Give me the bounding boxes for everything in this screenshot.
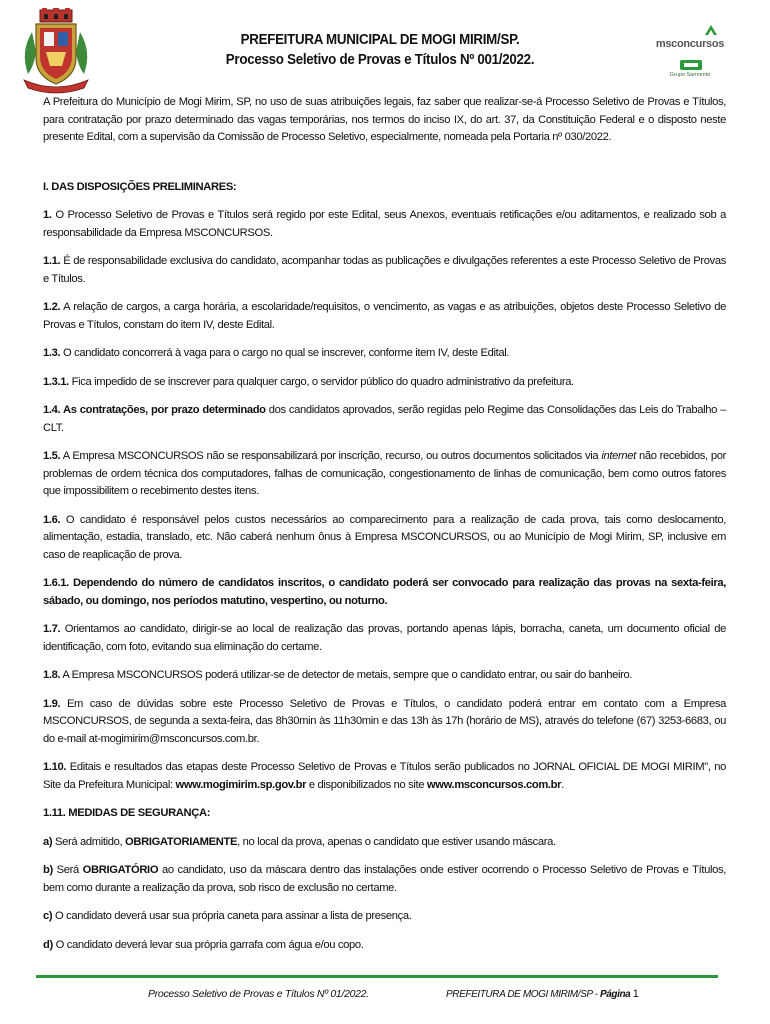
grupo-sarmento-icon <box>680 58 702 72</box>
clause-number: 1.4. <box>43 404 61 416</box>
clause-number: 1.2. <box>43 301 61 313</box>
clause-bold-text: 1.6.1. Dependendo do número de candidatos inscritos, o candidato poderá ser convocado para realização das provas na sexta-feira, sábado, ou domingo, nos períodos matutino, vespertino, ou noturno. <box>43 577 726 607</box>
clause-1-7 <box>43 621 726 656</box>
footer-divider <box>36 975 718 978</box>
clause-1-3 <box>43 345 726 363</box>
clause-number: 1.9. <box>43 697 61 710</box>
clause-text: A Empresa MSCONCURSOS não se responsabilizará por inscrição, recurso, ou outros documentos solicitados via <box>60 450 602 462</box>
clause-emphasis: As contratações, por prazo determinado <box>60 404 266 416</box>
clause-number: 1. <box>43 209 52 221</box>
clause-1-1 <box>43 253 726 288</box>
clause-text: Em caso de dúvidas sobre este Processo Seletivo de Provas e Títulos, o candidato poderá entrar em contato com a Empresa MSCONCURSOS, de segunda a sexta-feira, das 8h30min às 11h30min e das 13h às 17h (horário de MS), através do telefone (67) 3253-6683, ou do e-mail at-mogimirim@msconcursos.com.br. <box>43 697 726 745</box>
footer-right-text <box>446 988 638 1000</box>
clause-number: 1.1. <box>43 255 61 267</box>
clause-text: ao candidato, uso da máscara dentro das instalações onde estiver ocorrendo o Processo Seletivo de Provas e Títulos, bem como durante a realização da prova, sob risco de exclusão no certame. <box>43 864 727 894</box>
clause-text: Será admitido, <box>52 835 126 848</box>
clause-1-10 <box>43 759 726 794</box>
section-heading: I. DAS DISPOSIÇÕES PRELIMINARES: <box>43 180 237 193</box>
clause-number: 1.10. <box>43 761 67 773</box>
clause-number: 1.3.1. <box>43 375 69 388</box>
clause-text: O candidato concorrerá à vaga para o cargo no qual se inscrever, conforme item IV, deste Edital. <box>60 347 510 359</box>
clause-1-2 <box>43 299 726 334</box>
clause-text: A Empresa MSCONCURSOS poderá utilizar-se de detector de metais, sempre que o candidato entrar, ou sair do banheiro. <box>60 669 633 681</box>
clause-text: Fica impedido de se inscrever para qualquer cargo, o servidor público do quadro administrativo da prefeitura. <box>68 375 574 388</box>
msconcursos-site-link[interactable]: www.msconcursos.com.br <box>426 778 562 791</box>
clause-c <box>43 908 726 926</box>
clause-text: , no local da prova, apenas o candidato que estiver usando máscara. <box>237 835 556 848</box>
clause-text: Editais e resultados das etapas deste Processo Seletivo de Provas e Títulos serão publicados no JORNAL OFICIAL DE MOGI MIRIM", no Site da Prefeitura Municipal: <box>43 761 726 791</box>
footer-left-text: Processo Seletivo de Provas e Títulos Nº 01/2022. <box>148 988 369 1000</box>
clause-1-6-1 <box>43 575 726 610</box>
clause-text: O Processo Seletivo de Provas e Títulos será regido por este Edital, seus Anexos, eventuais retificações e/ou aditamentos, e realizado sob a responsabilidade da Empresa MSCONCURSOS. <box>43 209 726 239</box>
prefeitura-site-link[interactable]: www.mogimirim.sp.gov.br <box>175 778 307 791</box>
document-body <box>43 94 726 965</box>
clause-1-3-1 <box>43 374 726 392</box>
page-label: Página <box>599 989 631 1000</box>
document-title <box>168 30 591 70</box>
clause-1-4 <box>43 402 726 437</box>
clause-number: 1.7. <box>43 623 61 635</box>
clause-b <box>43 862 726 897</box>
clause-text: O candidato deverá levar sua própria garrafa com água e/ou copo. <box>52 938 364 951</box>
clause-d <box>43 937 726 955</box>
title-line-2: Processo Seletivo de Provas e Títulos Nº 001/2022. <box>225 52 535 68</box>
clause-text: Orientamos ao candidato, dirigir-se ao local de realização das provas, portando apenas lápis, borracha, caneta, um documento oficial de identificação, com foto, evitando sua eliminação do certame. <box>43 623 726 653</box>
brand-badge-icon <box>704 24 718 36</box>
clause-1-9 <box>43 696 726 749</box>
clause-text: e disponibilizados no site <box>306 778 427 791</box>
clause-1-6 <box>43 512 726 565</box>
clause-italic: internet <box>601 450 636 462</box>
clause-text: não recebidos, por problemas de ordem técnica dos computadores, falhas de comunicação, congestionamento de linhas de comunicação, bem como outros fatores que impossibilitem o recebimento destes itens. <box>43 450 726 497</box>
clause-a <box>43 834 726 852</box>
msconcursos-logo <box>650 18 730 80</box>
clause-1-8 <box>43 667 726 685</box>
title-line-1: PREFEITURA MUNICIPAL DE MOGI MIRIM/SP. <box>240 32 520 48</box>
brand-name: msconcursos <box>655 38 725 50</box>
clause-bold-text: 1.11. MEDIDAS DE SEGURANÇA: <box>43 807 211 819</box>
clause-text: Será <box>52 864 83 876</box>
clause-number: a) <box>43 835 53 848</box>
clause-number: 1.3. <box>43 347 61 359</box>
clause-number: 1.6. <box>43 513 61 526</box>
intro-paragraph: A Prefeitura do Município de Mogi Mirim, SP, no uso de suas atribuições legais, faz saber que realizar-se-á Processo Seletivo de Provas e Títulos, para contratação por prazo determinado das vagas temporárias, nos termos do inciso IX, do art. 37, da Constituição Federal e o disposto neste presente Edital, com a supervisão da Comissão de Processo Seletivo, especialmente, nomeada pela Portaria nº 030/2022. <box>43 96 726 143</box>
brand-subtitle: Grupo Sarmento <box>669 72 711 78</box>
clause-text: dos candidatos aprovados, serão regidas pelo Regime das Consolidações das Leis do Trabalho – CLT. <box>43 404 726 434</box>
clause-text: . <box>561 778 564 791</box>
clause-text: É de responsabilidade exclusiva do candidato, acompanhar todas as publicações e divulgações referentes a este Processo Seletivo de Provas e Títulos. <box>43 255 726 285</box>
coat-of-arms-icon <box>18 8 94 94</box>
clause-text: A relação de cargos, a carga horária, a escolaridade/requisitos, o vencimento, as vagas e as atribuições, objetos deste Processo Seletivo de Provas e Títulos, constam do item IV, deste Edital. <box>43 301 726 331</box>
clause-number: c) <box>43 910 53 922</box>
clause-number: 1.8. <box>43 669 61 681</box>
clause-emphasis: OBRIGATÓRIO <box>82 864 159 876</box>
clause-emphasis: OBRIGATORIAMENTE <box>125 835 238 848</box>
clause-number: b) <box>43 864 53 876</box>
clause-number: 1.5. <box>43 450 61 462</box>
page-number: 1 <box>632 988 639 1000</box>
clause-number: d) <box>43 938 53 951</box>
clause-1-5 <box>43 448 726 501</box>
clause-text: O candidato é responsável pelos custos necessários ao comparecimento para a realização de cada prova, tais como deslocamento, alimentação, estadia, translado, etc. Não caberá nenhum ônus à Empresa MSCONCURSOS, ou ao Município de Mogi Mirim, SP, inclusive em caso de reaplicação de prova. <box>43 513 726 561</box>
footer-org: PREFEITURA DE MOGI MIRIM/SP - <box>446 989 600 1000</box>
clause-1 <box>43 207 726 242</box>
clause-text: O candidato deverá usar sua própria caneta para assinar a lista de presença. <box>52 910 412 922</box>
clause-1-11 <box>43 805 726 823</box>
